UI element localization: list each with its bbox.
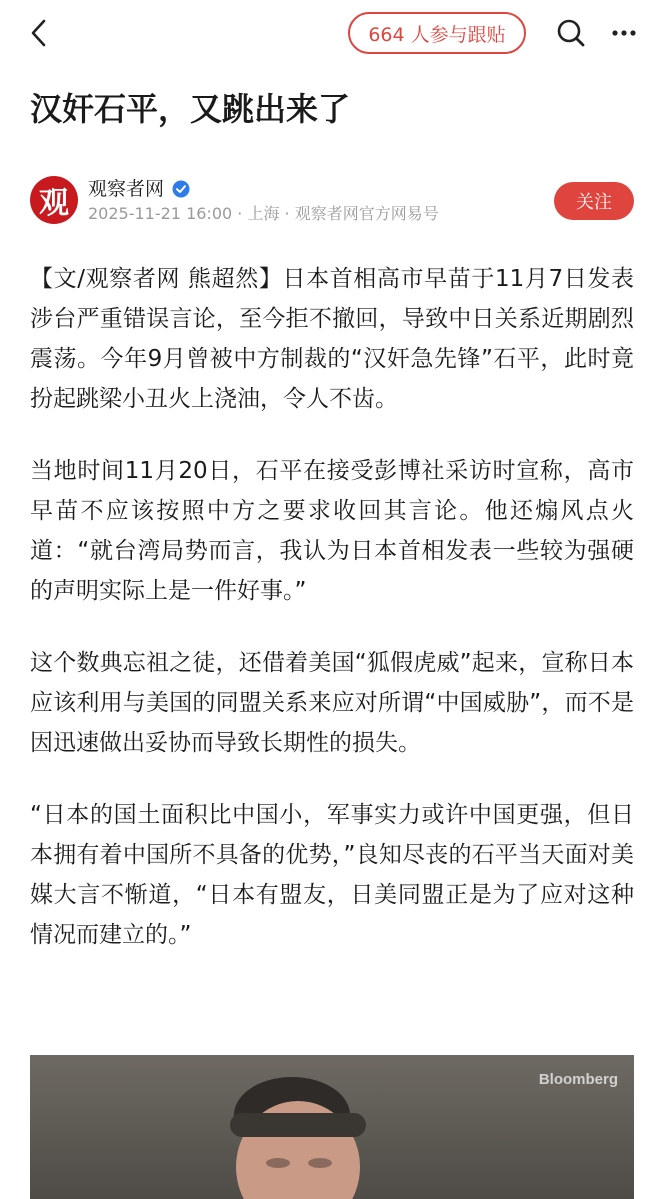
article-paragraph: “日本的国土面积比中国小，军事实力或许中国更强，但日本拥有着中国所不具备的优势，”良知尽丧的石平当天面对美媒大言不惭道，“日本有盟友，日美同盟正是为了应对这种情况而建立的。” bbox=[30, 802, 634, 948]
follow-button[interactable]: 关注 bbox=[554, 182, 634, 220]
author-name[interactable]: 观察者网 bbox=[88, 178, 165, 200]
chevron-left-icon bbox=[29, 18, 49, 48]
author-avatar[interactable] bbox=[30, 176, 78, 224]
verified-badge-icon bbox=[172, 180, 190, 198]
top-navigation-bar bbox=[0, 0, 664, 68]
article-photo[interactable] bbox=[30, 1055, 634, 1199]
article-meta: 2025-11-21 16:00 · 上海 · 观察者网官方网易号 bbox=[88, 204, 439, 223]
article-title: 汉奸石平，又跳出来了 bbox=[30, 90, 351, 128]
article-paragraph: 当地时间11月20日，石平在接受彭博社采访时宣称，高市早苗不应该按照中方之要求收回其言论。他还煽风点火道：“就台湾局势而言，我认为日本首相发表一些较为强硬的声明实际上是一件好事。” bbox=[30, 458, 634, 604]
avatar-logo-text: 观 bbox=[39, 186, 69, 221]
author-info bbox=[30, 172, 634, 232]
photo-watermark: Bloomberg bbox=[538, 1071, 618, 1088]
more-options-button[interactable] bbox=[606, 16, 642, 50]
article-paragraph: 【文/观察者网 熊超然】日本首相高市早苗于11月7日发表涉台严重错误言论，至今拒不撤回，导致中日关系近期剧烈震荡。今年9月曾被中方制裁的“汉奸急先锋”石平，此时竟扮起跳梁小丑火上浇油，令人不齿。 bbox=[30, 266, 634, 412]
article-body bbox=[30, 259, 634, 987]
search-button[interactable] bbox=[554, 16, 588, 50]
comment-count-button[interactable]: 664 人参与跟贴 bbox=[348, 12, 526, 54]
search-icon bbox=[556, 18, 586, 48]
more-dots-icon bbox=[612, 29, 636, 37]
article-paragraph: 这个数典忘祖之徒，还借着美国“狐假虎威”起来，宣称日本应该利用与美国的同盟关系来应对所谓“中国威胁”，而不是因迅速做出妥协而导致长期性的损失。 bbox=[30, 650, 634, 756]
back-button[interactable] bbox=[22, 16, 56, 50]
